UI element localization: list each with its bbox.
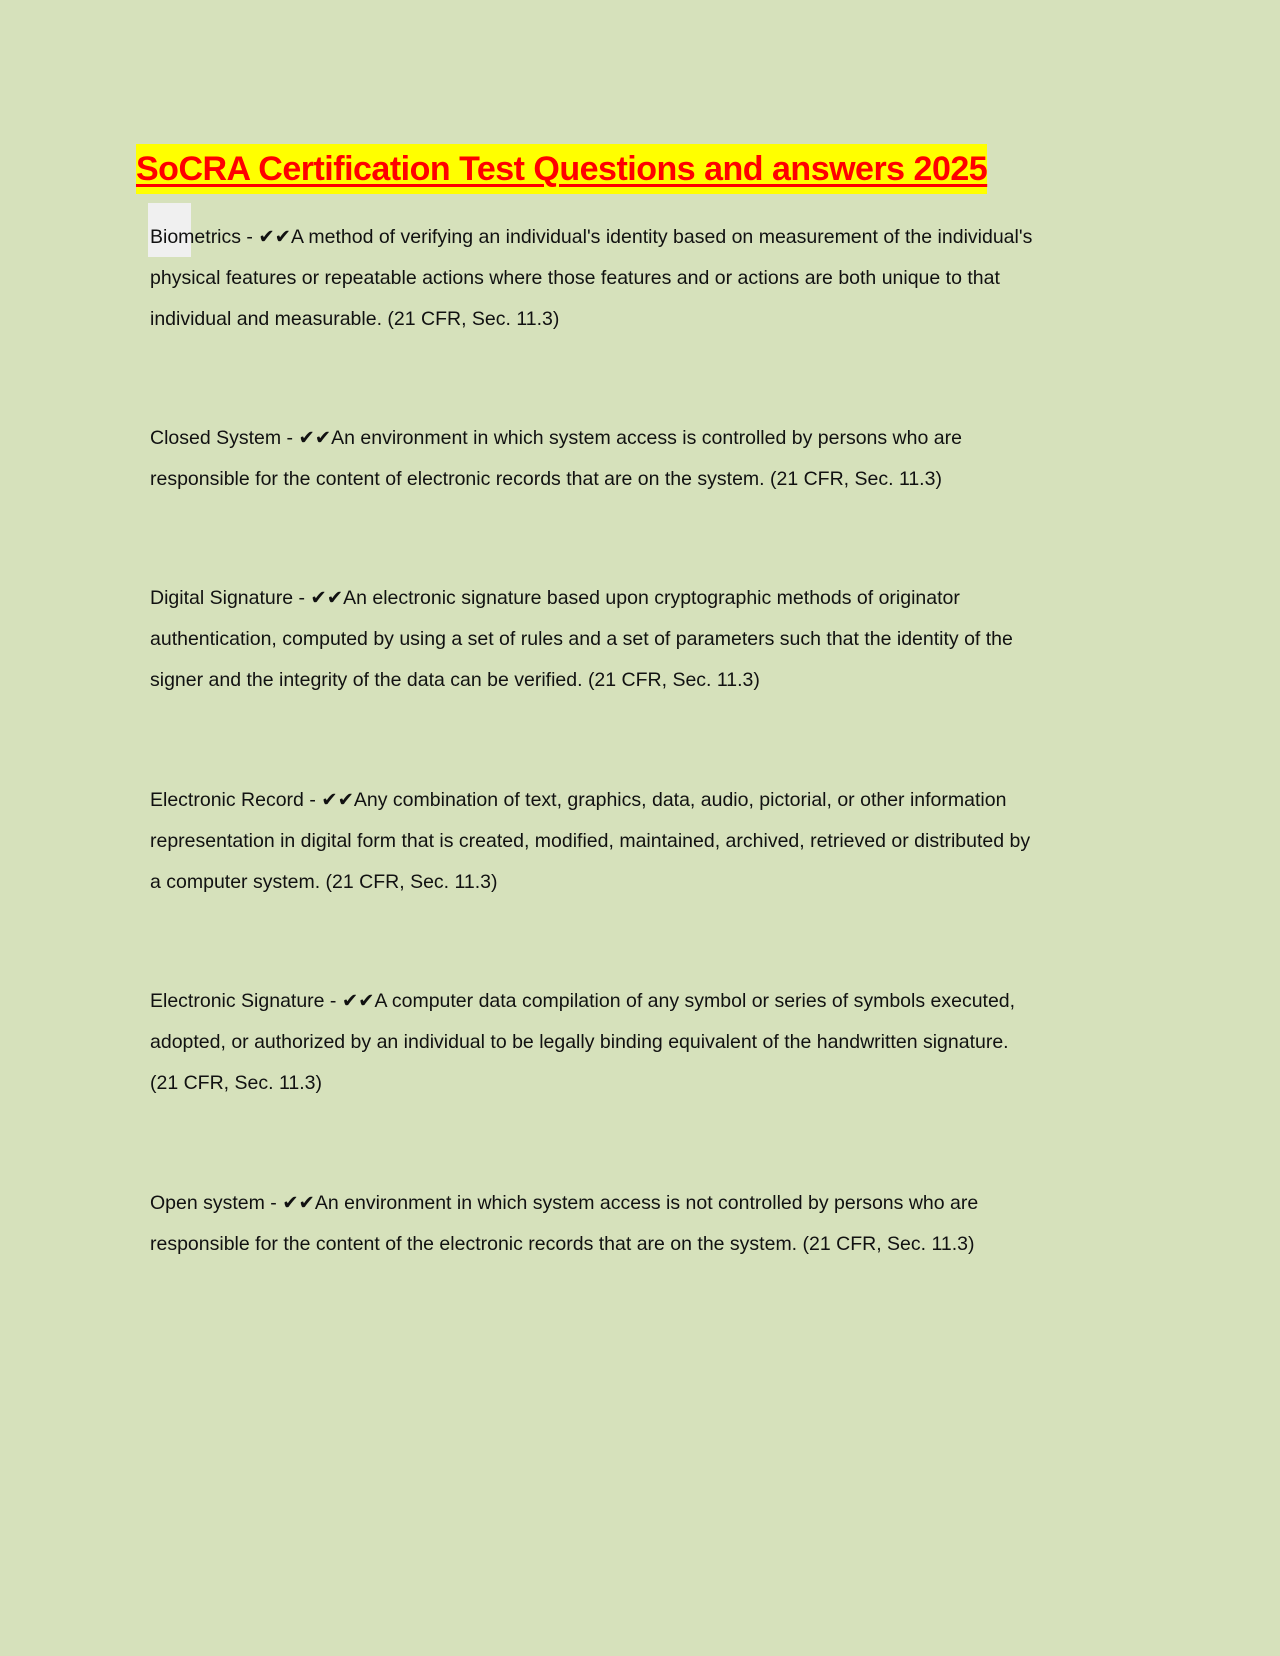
entry-line: Open system - ✔✔An environment in which system access is not controlled by persons who are [150,1192,979,1214]
entry-line: a computer system. (21 CFR, Sec. 11.3) [150,871,498,893]
entry-line: Digital Signature - ✔✔An electronic signature based upon cryptographic methods of originator [150,587,960,609]
entry-line: signer and the integrity of the data can be verified. (21 CFR, Sec. 11.3) [150,669,760,691]
entry-closed-system [150,418,962,500]
entry-biometrics [150,217,1032,340]
entry-line: Electronic Signature - ✔✔A computer data compilation of any symbol or series of symbols executed, [150,990,1016,1012]
entry-line: adopted, or authorized by an individual to be legally binding equivalent of the handwritten signature. [150,1031,1009,1053]
entry-line: Electronic Record - ✔✔Any combination of text, graphics, data, audio, pictorial, or other information [150,789,1007,811]
entry-electronic-signature [150,981,1015,1104]
document-title: SoCRA Certification Test Questions and answers 2025 [136,144,987,194]
entry-line: responsible for the content of the electronic records that are on the system. (21 CFR, Sec. 11.3) [150,1233,975,1255]
entry-line: individual and measurable. (21 CFR, Sec. 11.3) [150,308,560,330]
entry-open-system [150,1183,978,1265]
entry-line: physical features or repeatable actions where those features and or actions are both unique to that [150,267,1000,289]
entry-line: authentication, computed by using a set of rules and a set of parameters such that the identity of the [150,628,1013,650]
entry-line: representation in digital form that is created, modified, maintained, archived, retrieved or distributed by [150,830,1031,852]
entry-line: Closed System - ✔✔An environment in which system access is controlled by persons who are [150,427,962,449]
entry-electronic-record [150,780,1030,903]
entry-line: Biometrics - ✔✔A method of verifying an individual's identity based on measurement of the individual's [150,226,1033,248]
entry-digital-signature [150,578,1013,701]
entry-line: (21 CFR, Sec. 11.3) [150,1072,322,1094]
entry-line: responsible for the content of electronic records that are on the system. (21 CFR, Sec. 11.3) [150,468,942,490]
